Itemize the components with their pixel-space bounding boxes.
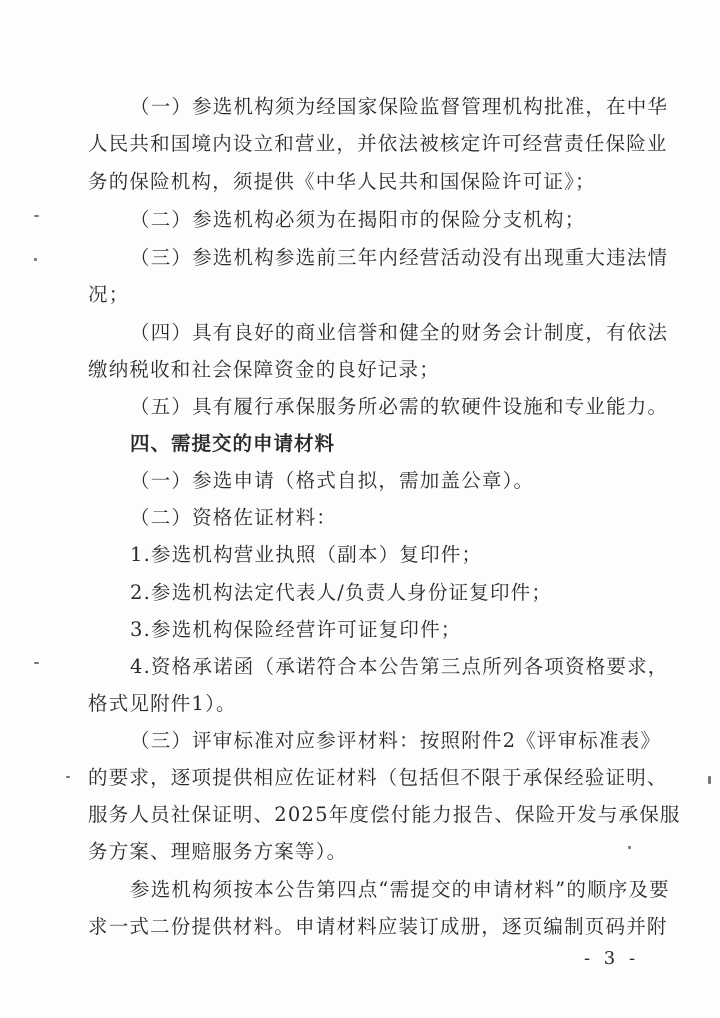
paragraph-line: （五）具有履行承保服务所必需的软硬件设施和专业能力。 [130,395,669,418]
paragraph-line: 求一式二份提供材料。申请材料应装订成册，逐页编制页码并附 [88,915,668,938]
paragraph-line: 况； [88,283,130,306]
paragraph-line: （一）参选申请（格式自拟，需加盖公章）。 [130,469,535,492]
scan-speck [628,846,631,849]
scan-speck [66,776,70,778]
paragraph-line: （二）参选机构必须为在揭阳市的保险分支机构； [130,208,586,231]
paragraph-line: （三）参选机构参选前三年内经营活动没有出现重大违法情 [130,246,669,269]
paragraph-line: 4.资格承诺函（承诺符合本公告第三点所列各项资格要求， [130,655,669,678]
paragraph-line: 务的保险机构，须提供《中华人民共和国保险许可证》； [88,170,596,193]
paragraph-line: 服务人员社保证明、2025年度偿付能力报告、保险开发与承保服 [88,803,681,826]
paragraph-line: 2.参选机构法定代表人/负责人身份证复印件； [130,581,553,604]
paragraph-line: 格式见附件1）。 [88,692,237,715]
paragraph-line: （三）评审标准对应参评材料：按照附件2《评审标准表》 [130,729,662,752]
paragraph-line: （二）资格佐证材料： [130,506,338,529]
scan-speck [34,662,39,664]
paragraph-line: 1.参选机构营业执照（副本）复印件； [130,543,483,566]
scan-speck [708,776,711,784]
paragraph-line: 3.参选机构保险经营许可证复印件； [130,618,462,641]
paragraph-line: 务方案、理赔服务方案等）。 [88,840,348,863]
paragraph-line: 参选机构须按本公告第四点“需提交的申请材料”的顺序及要 [130,878,670,901]
paragraph-line: 缴纳税收和社会保障资金的良好记录； [88,358,440,381]
section-heading: 四、需提交的申请材料 [130,432,336,455]
scan-speck [34,258,37,261]
page-number: - 3 - [584,948,640,969]
paragraph-line: （一）参选机构须为经国家保险监督管理机构批准，在中华 [130,95,669,118]
paragraph-line: 的要求，逐项提供相应佐证材料（包括但不限于承保经验证明、 [88,766,668,789]
scan-speck [34,215,39,217]
paragraph-line: （四）具有良好的商业信誉和健全的财务会计制度，有依法 [130,321,669,344]
paragraph-line: 人民共和国境内设立和营业，并依法被核定许可经营责任保险业 [88,132,668,155]
